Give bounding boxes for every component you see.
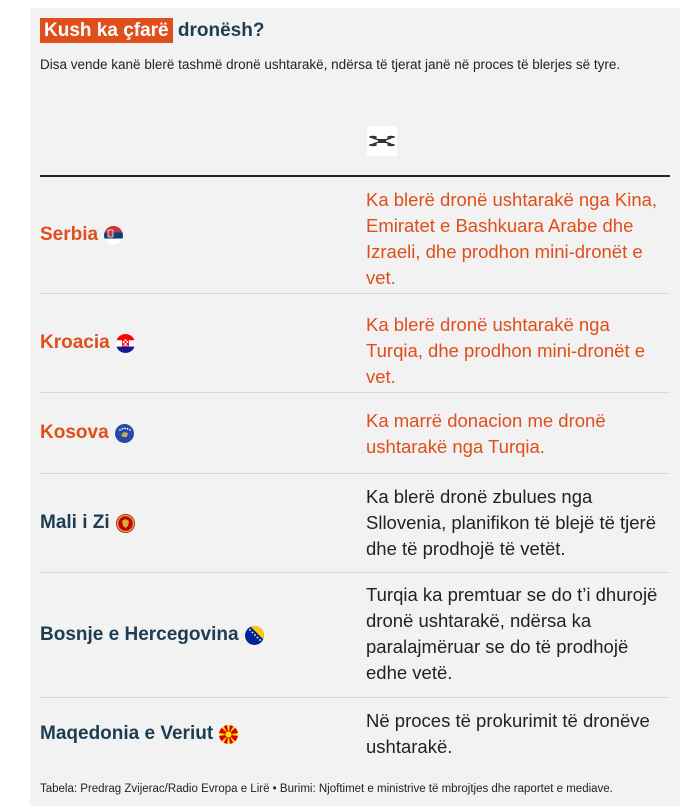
- description-cell: Turqia ka premtuar se do t’i dhurojë dronë ushtarakë, ndërsa ka paralajmëruar se do të prodhojë edhe vetë.: [366, 584, 658, 683]
- subtitle: Disa vende kanë blerë tashmë dronë ushtarakë, ndërsa të tjerat janë në proces të blerjes së tyre.: [40, 57, 621, 72]
- country-name: Kroacia: [40, 332, 110, 353]
- table-card: [30, 8, 680, 806]
- montenegro-flag-icon: [116, 514, 135, 533]
- table-row: [40, 474, 670, 573]
- country-cell: [40, 474, 360, 572]
- country-cell: [40, 393, 360, 473]
- drone-icon: [367, 126, 397, 156]
- country-cell: [40, 177, 360, 293]
- north-macedonia-flag-icon: [219, 725, 238, 744]
- country-cell: [40, 573, 360, 697]
- description-cell: Ka marrë donacion me dronë ushtarakë nga Turqia.: [366, 410, 606, 457]
- croatia-flag-icon: [116, 334, 135, 353]
- title-highlight: Kush ka çfarë: [40, 18, 173, 43]
- country-name: Maqedonia e Veriut: [40, 723, 214, 744]
- table-row: [40, 393, 670, 474]
- serbia-flag-icon: [104, 226, 123, 245]
- description-cell: Ka blerë dronë ushtarakë nga Kina, Emiratet e Bashkuara Arabe dhe Izraeli, dhe prodhon mini-dronët e vet.: [366, 189, 658, 288]
- bosnia-flag-icon: [245, 626, 264, 645]
- kosovo-flag-icon: [115, 424, 134, 443]
- description-cell: Ka blerë dronë ushtarakë nga Turqia, dhe prodhon mini-dronët e vet.: [366, 314, 646, 387]
- country-cell: [40, 294, 360, 392]
- description-cell: Ka blerë dronë zbulues nga Sllovenia, planifikon të blejë të tjerë dhe të prodhojë të vetët.: [366, 486, 657, 559]
- table-row: [40, 294, 670, 393]
- source-footer: Tabela: Predrag Zvijerac/Radio Evropa e Lirë • Burimi: Njoftimet e ministrive të mbrojtjes dhe raportet e mediave.: [40, 783, 613, 795]
- country-name: Serbia: [40, 224, 99, 245]
- table-row: [40, 177, 670, 294]
- page-title: [40, 17, 264, 45]
- country-name: Kosova: [40, 422, 109, 443]
- table-row: [40, 698, 670, 770]
- description-cell: Në proces të prokurimit të dronëve ushtarakë.: [366, 710, 650, 757]
- country-name: Bosnje e Hercegovina: [40, 624, 239, 645]
- country-name: Mali i Zi: [40, 512, 110, 533]
- table-row: [40, 573, 670, 698]
- title-rest: dronësh?: [172, 20, 265, 41]
- country-cell: [40, 698, 360, 770]
